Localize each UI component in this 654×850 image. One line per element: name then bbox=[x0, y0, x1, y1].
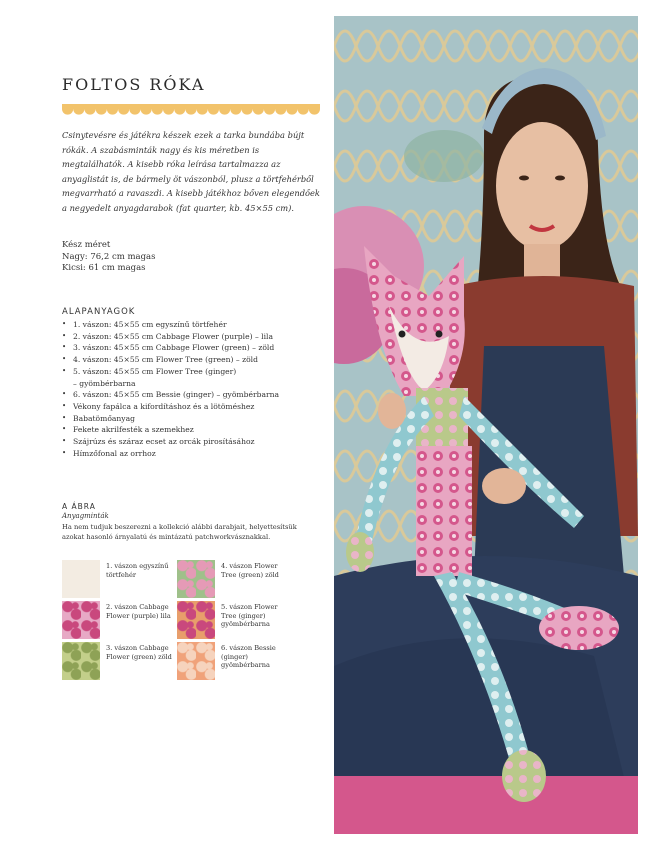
fabric-swatch bbox=[177, 560, 215, 598]
fabric-swatch-label: 3. vászon Cabbage Flower (green) zöld bbox=[106, 644, 172, 661]
material-text: 4. vászon: 45×55 cm Flower Tree (green) – zöld bbox=[73, 355, 258, 365]
material-text: 1. vászon: 45×55 cm egyszínű törtfehér bbox=[73, 320, 227, 329]
material-item bbox=[62, 354, 327, 366]
bullet: • bbox=[62, 390, 67, 399]
finished-size bbox=[62, 240, 155, 275]
figure-subheading: Anyagminták bbox=[62, 512, 109, 520]
material-item bbox=[62, 413, 327, 425]
material-item bbox=[62, 424, 327, 436]
bullet: • bbox=[62, 366, 67, 375]
page-title: FOLTOS RÓKA bbox=[62, 75, 206, 94]
material-item bbox=[62, 401, 327, 413]
fox-doll-photo bbox=[334, 16, 638, 834]
fabric-swatch-label: 5. vászon Flower Tree (ginger) gyömbérbarna bbox=[221, 603, 278, 628]
bullet: • bbox=[62, 448, 67, 457]
material-item bbox=[62, 342, 327, 354]
fabric-swatch-label: 2. vászon Cabbage Flower (purple) lila bbox=[106, 603, 171, 620]
intro-paragraph: Csinytevésre és játékra készek ezek a tarka bundába bújt rókák. A szabásminták nagy és kis méretben is megtalálhatók. A kisebb róka leírása tartalmazza az anyaglistát is, de bármely öt vászonból, plusz a törtfehérből megvarrható a ravaszdi. A kisebb játékhoz bőven elegendőek a negyedelt anyagdarabok (fat quarter, kb. 45×55 cm). bbox=[62, 130, 320, 213]
material-text: 3. vászon: 45×55 cm Cabbage Flower (green) – zöld bbox=[73, 343, 275, 353]
fabric-swatch bbox=[177, 642, 215, 680]
fabric-swatch-label: 1. vászon egyszínű törtfehér bbox=[106, 562, 169, 579]
fabric-swatch-label: 4. vászon Flower Tree (green) zöld bbox=[221, 562, 279, 579]
material-text: Vékony fapálca a kifordításhoz és a lötöméshez bbox=[73, 401, 255, 411]
bullet: • bbox=[62, 355, 67, 364]
material-item bbox=[62, 378, 327, 390]
materials-list bbox=[62, 319, 327, 459]
fabric-swatch-label: 6. vászon Bessie (ginger) gyömbérbarna bbox=[221, 644, 276, 669]
material-text: 2. vászon: 45×55 cm Cabbage Flower (purple) – lila bbox=[73, 331, 273, 341]
fabric-swatch bbox=[62, 642, 100, 680]
size-large: Nagy: 76,2 cm magas bbox=[62, 251, 156, 262]
figure-heading: A ÁBRA bbox=[62, 502, 96, 511]
bullet: • bbox=[62, 413, 67, 422]
bullet: • bbox=[62, 425, 67, 434]
material-item bbox=[62, 319, 327, 331]
bullet: • bbox=[62, 343, 67, 352]
material-text: Hímzőfonal az orrhoz bbox=[73, 448, 156, 458]
fabric-swatch bbox=[62, 601, 100, 639]
material-item bbox=[62, 366, 327, 378]
finished-size-heading: Kész méret bbox=[62, 240, 111, 250]
scallop-divider bbox=[62, 104, 320, 116]
material-text: Szájrúzs és száraz ecset az orcák pirosításához bbox=[73, 437, 255, 447]
bullet: • bbox=[62, 437, 67, 446]
fabric-swatch bbox=[177, 601, 215, 639]
bullet: • bbox=[62, 320, 67, 328]
material-item bbox=[62, 389, 327, 401]
material-item bbox=[62, 448, 327, 460]
material-text: Babatömőanyag bbox=[73, 413, 135, 423]
fabric-swatch bbox=[62, 560, 100, 598]
bullet: • bbox=[62, 331, 67, 340]
bullet: • bbox=[62, 401, 67, 410]
figure-note: Ha nem tudjuk beszerezni a kollekció alábbi darabjait, helyettesítsük azokat hasonló árnyalatú és mintázatú patchworkvásznakkal. bbox=[62, 523, 297, 541]
material-text: 6. vászon: 45×55 cm Bessie (ginger) – gyömbérbarna bbox=[73, 390, 280, 400]
materials-heading: ALAPANYAGOK bbox=[62, 307, 136, 317]
material-text: – gyömbérbarna bbox=[73, 378, 136, 388]
material-text: 5. vászon: 45×55 cm Flower Tree (ginger) bbox=[73, 366, 237, 376]
material-item bbox=[62, 331, 327, 343]
size-small: Kicsi: 61 cm magas bbox=[62, 263, 146, 273]
material-item bbox=[62, 436, 327, 448]
material-text: Fekete akrilfesték a szemekhez bbox=[73, 425, 194, 435]
